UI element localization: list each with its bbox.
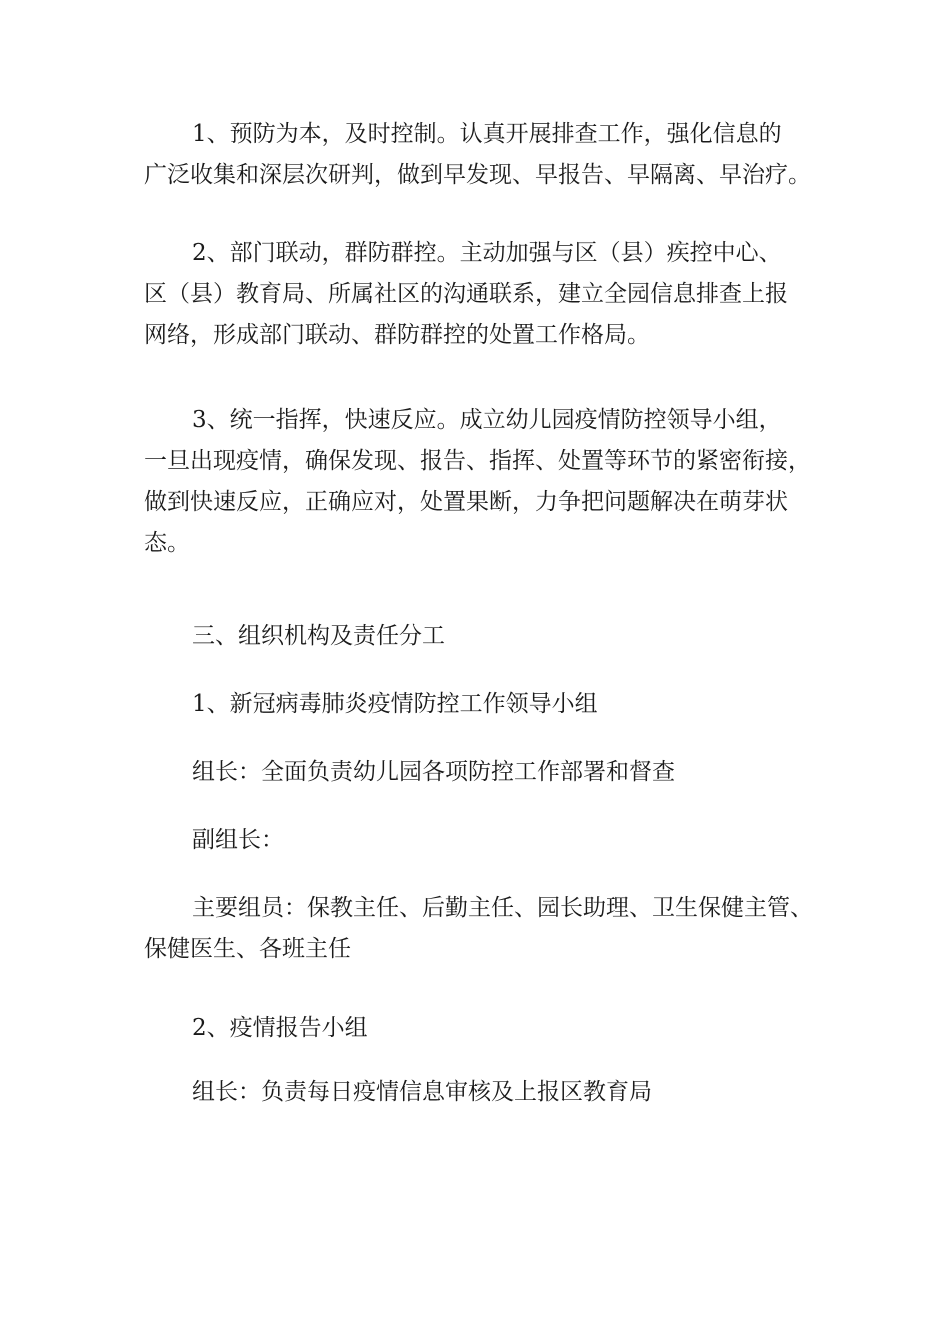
- text-line: 1、新冠病毒肺炎疫情防控工作领导小组: [192, 691, 598, 717]
- paragraph-group-leader: [144, 752, 824, 793]
- paragraph-unified-command: [144, 400, 824, 564]
- paragraph-department-linkage: [144, 233, 824, 356]
- text-line: 副组长：: [192, 827, 284, 853]
- text-line: 组长：全面负责幼儿园各项防控工作部署和督查: [192, 759, 675, 785]
- text-line: 三、组织机构及责任分工: [192, 623, 445, 649]
- text-line: 1、预防为本，及时控制。认真开展排查工作，强化信息的: [192, 121, 782, 147]
- text-line: 网络，形成部门联动、群防群控的处置工作格局。: [144, 322, 650, 348]
- section-heading: [144, 616, 824, 657]
- subsection-report-group: [144, 1008, 824, 1049]
- text-line: 态。: [144, 530, 190, 556]
- text-line: 广泛收集和深层次研判，做到早发现、早报告、早隔离、早治疗。: [144, 162, 811, 188]
- text-line: 做到快速反应，正确应对，处置果断，力争把问题解决在萌芽状: [144, 489, 788, 515]
- paragraph-main-members: [144, 888, 824, 970]
- paragraph-deputy-leader: [144, 820, 824, 861]
- text-line: 2、疫情报告小组: [192, 1015, 368, 1041]
- text-line: 保健医生、各班主任: [144, 936, 351, 962]
- text-line: 一旦出现疫情，确保发现、报告、指挥、处置等环节的紧密衔接，: [144, 448, 811, 474]
- paragraph-report-leader: [144, 1072, 824, 1113]
- text-line: 主要组员：保教主任、后勤主任、园长助理、卫生保健主管、: [192, 895, 813, 921]
- text-line: 3、统一指挥，快速反应。成立幼儿园疫情防控领导小组，: [192, 407, 782, 433]
- text-line: 组长：负责每日疫情信息审核及上报区教育局: [192, 1079, 652, 1105]
- text-line: 2、部门联动，群防群控。主动加强与区（县）疾控中心、: [192, 240, 782, 266]
- subsection-leadership-group: [144, 684, 824, 725]
- text-line: 区（县）教育局、所属社区的沟通联系，建立全园信息排查上报: [144, 281, 788, 307]
- paragraph-prevention: [144, 114, 824, 196]
